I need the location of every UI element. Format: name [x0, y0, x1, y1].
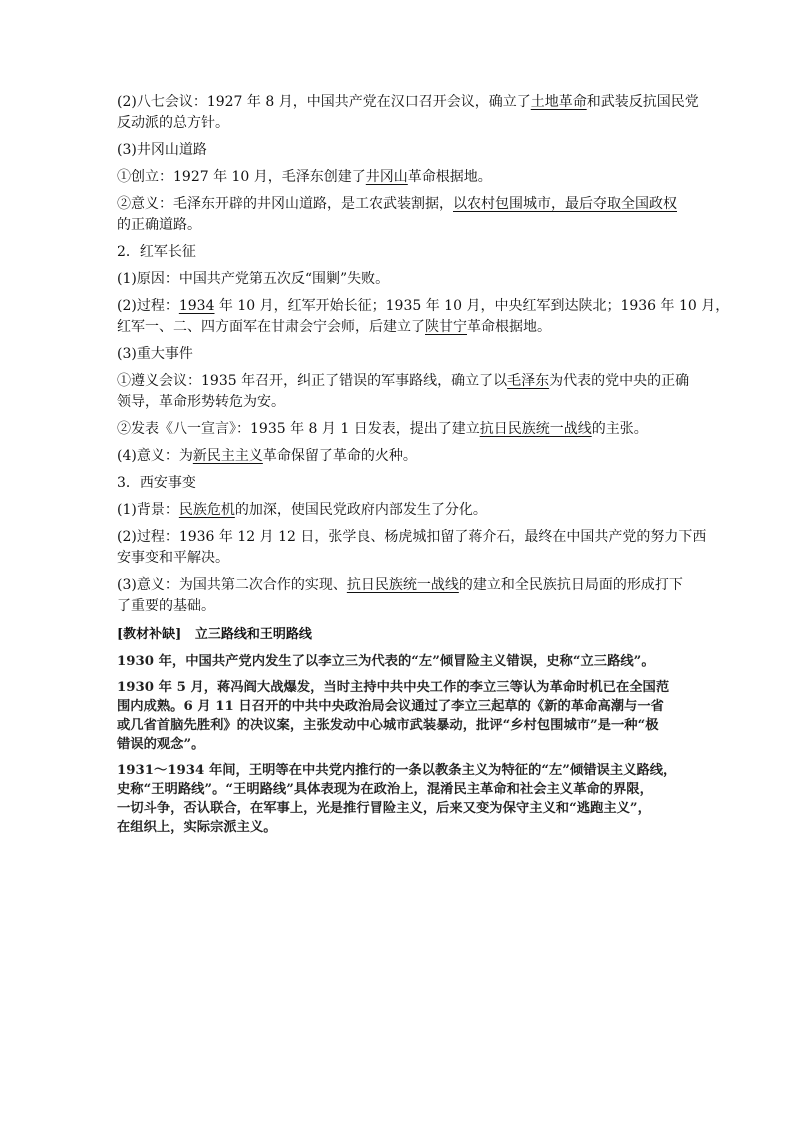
- note-line: 或几省首脑先胜利》的决议案，主张发动中心城市武装暴动，批评“乡村包围城市”是一种“极: [117, 718, 659, 733]
- underlined-answer: 土地革命: [530, 94, 587, 110]
- note-paragraph: [117, 761, 680, 837]
- text-segment: (3)重大事件: [117, 346, 193, 362]
- paragraph-p1: [117, 92, 699, 134]
- note-line: 1930 年，中国共产党内发生了以李立三为代表的“左”倾冒险主义错误，史称“立三路线”。: [117, 654, 655, 669]
- text-segment: 的主张。: [591, 421, 648, 437]
- text-line: [117, 317, 680, 338]
- note-line: 围内成熟。6 月 11 日召开的中共中央政治局会议通过了李立三起草的《新的革命高潮与一省: [117, 699, 664, 714]
- note-title: 立三路线和王明路线: [194, 627, 312, 642]
- text-line: [117, 527, 707, 548]
- text-segment: 领导，革命形势转危为安。: [117, 394, 285, 410]
- text-segment: ①创立：1927 年 10 月，毛泽东创建了: [117, 169, 366, 185]
- note-line: 1931～1934 年间，王明等在中共党内推行的一条以教条主义为特征的“左”倾错误主义路线，: [117, 763, 677, 778]
- text-line: [117, 392, 680, 413]
- text-line: [117, 446, 680, 467]
- paragraph-p15: [117, 575, 683, 617]
- text-segment: 2．红军长征: [117, 244, 196, 260]
- text-segment: 的建立和全民族抗日局面的形成打下: [458, 577, 683, 593]
- text-line: [117, 473, 680, 494]
- text-segment: 了重要的基础。: [117, 598, 215, 614]
- underlined-answer: 抗日民族统一战线: [346, 577, 459, 593]
- text-segment: (1)原因：中国共产党第五次反“围剿”失败。: [117, 271, 390, 287]
- text-segment: 为代表的党中央的正确: [549, 373, 690, 389]
- text-segment: (1)背景：: [117, 502, 179, 518]
- paragraph-p3: [117, 167, 680, 188]
- note-line: 错误的观念”。: [117, 737, 205, 752]
- paragraph-p12: [117, 473, 680, 494]
- text-segment: 红军一、二、四方面军在甘肃会宁会师，后建立了: [117, 319, 425, 335]
- note-line: 一切斗争，否认联合，在军事上，光是推行冒险主义，后来又变为保守主义和“逃跑主义”，: [117, 801, 651, 816]
- text-segment: (2)过程：: [117, 298, 179, 314]
- note-line: 在组织上，实际宗派主义。: [117, 820, 277, 835]
- note-line: 史称“王明路线”。“王明路线”具体表现为在政治上，混淆民主革命和社会主义革命的界限，: [117, 782, 653, 797]
- underlined-answer: 1934: [178, 298, 215, 314]
- note-line: 1930 年 5 月，蒋冯阎大战爆发，当时主持中共中央工作的李立三等认为革命时机已在全国范: [117, 680, 670, 695]
- underlined-answer: 陕甘宁: [425, 319, 467, 335]
- text-line: [117, 575, 683, 596]
- text-line: [117, 548, 680, 569]
- document-body: [117, 92, 730, 844]
- paragraph-p10: [117, 419, 680, 440]
- text-segment: (2)过程：1936 年 12 月 12 日，张学良、杨虎城扣留了蒋介石，最终在中国共产党的努力下西: [117, 529, 707, 545]
- paragraph-p8: [117, 344, 680, 365]
- underlined-answer: 抗日民族统一战线: [479, 421, 592, 437]
- text-segment: 革命根据地。: [407, 169, 492, 185]
- paragraph-p7: [117, 296, 730, 338]
- text-segment: 革命保留了革命的火种。: [262, 448, 417, 464]
- text-line: [117, 140, 680, 161]
- text-segment: 3．西安事变: [117, 475, 196, 491]
- text-segment: 的加深，使国民党政府内部发生了分化。: [234, 502, 487, 518]
- text-segment: (2)八七会议：1927 年 8 月，中国共产党在汉口召开会议，确立了: [117, 94, 531, 110]
- text-segment: (3)意义：为国共第二次合作的实现、: [117, 577, 347, 593]
- paragraph-p11: [117, 446, 680, 467]
- text-segment: ②意义：毛泽东开辟的井冈山道路，是工农武装割据，: [117, 196, 453, 212]
- underlined-answer: 井冈山: [365, 169, 408, 185]
- paragraph-p5: [117, 242, 680, 263]
- text-line: [117, 596, 680, 617]
- text-segment: 年 10 月，红军开始长征；1935 年 10 月，中央红军到达陕北；1936 年 10 月，: [214, 298, 730, 314]
- paragraph-p13: [117, 500, 680, 521]
- paragraph-p6: [117, 269, 680, 290]
- text-line: [117, 194, 680, 215]
- text-segment: 革命根据地。: [467, 319, 551, 335]
- text-segment: 和武装反抗国民党: [586, 94, 699, 110]
- text-line: [117, 500, 680, 521]
- text-segment: ②发表《八一宣言》：1935 年 8 月 1 日发表，提出了建立: [117, 421, 480, 437]
- text-line: [117, 371, 690, 392]
- text-segment: 反动派的总方针。: [117, 115, 229, 131]
- note-heading: [117, 625, 680, 645]
- text-line: [117, 167, 680, 188]
- underlined-answer: 民族危机: [178, 502, 235, 518]
- text-line: [117, 419, 680, 440]
- text-segment: ①遵义会议：1935 年召开，纠正了错误的军事路线，确立了以: [117, 373, 508, 389]
- note-paragraph: [117, 652, 680, 671]
- text-segment: 的正确道路。: [117, 217, 201, 233]
- text-line: [117, 215, 680, 236]
- underlined-answer: 毛泽东: [507, 373, 550, 389]
- text-segment: (3)井冈山道路: [117, 142, 207, 158]
- paragraph-p4: [117, 194, 680, 236]
- note-tag: [教材补缺]: [117, 627, 182, 642]
- paragraph-p9: [117, 371, 690, 413]
- text-line: [117, 269, 680, 290]
- underlined-answer: 新民主主义: [192, 448, 263, 464]
- paragraph-p14: [117, 527, 707, 569]
- text-line: [117, 296, 730, 317]
- text-line: [117, 242, 680, 263]
- text-segment: 安事变和平解决。: [117, 550, 229, 566]
- text-line: [117, 92, 699, 113]
- text-line: [117, 113, 680, 134]
- note-paragraph: [117, 678, 680, 754]
- underlined-answer: 以农村包围城市，最后夺取全国政权: [453, 196, 677, 212]
- text-line: [117, 344, 680, 365]
- paragraph-p2: [117, 140, 680, 161]
- text-segment: (4)意义：为: [117, 448, 193, 464]
